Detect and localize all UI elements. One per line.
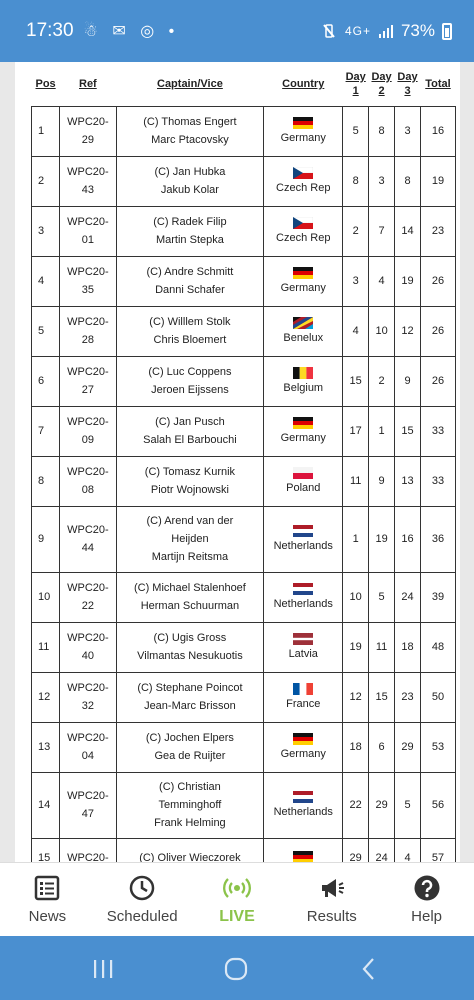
- captain-line: Herman Schuurman: [140, 600, 240, 612]
- cz-flag-icon: [293, 217, 313, 229]
- cell-ref: [60, 306, 116, 356]
- nl-flag-icon: [293, 525, 313, 537]
- captain-line: Chris Bloemert: [153, 334, 227, 346]
- cell-captain: [116, 622, 264, 672]
- nl-flag-icon: [293, 583, 313, 595]
- country-name: Germany: [280, 282, 326, 294]
- header-day2-word: Day: [371, 70, 392, 83]
- cell-country: [264, 356, 343, 406]
- ref-prefix: WPC20-: [67, 852, 109, 862]
- captain-line: (C) Michael Stalenhoef: [133, 582, 246, 594]
- country-name: Germany: [280, 132, 326, 144]
- cell-day2: 8: [369, 106, 395, 156]
- cell-pos: 12: [32, 672, 60, 722]
- captain-line: Vilmantas Nesukuotis: [137, 650, 243, 662]
- captain-line: (C) Tomasz Kurnik: [144, 466, 236, 478]
- cell-total: 33: [420, 456, 455, 506]
- signal-icon: [378, 23, 394, 39]
- country-name: Belgium: [283, 382, 324, 394]
- cell-day3: 15: [395, 406, 421, 456]
- nav-help[interactable]: [379, 863, 474, 936]
- country-name: Netherlands: [273, 806, 333, 818]
- cell-ref: [60, 622, 116, 672]
- status-bar: [0, 0, 474, 62]
- country-name: France: [286, 698, 321, 710]
- captain-line: Danni Schafer: [155, 284, 225, 296]
- cell-pos: 4: [32, 256, 60, 306]
- web-content[interactable]: [0, 62, 474, 862]
- cell-ref: [60, 838, 116, 862]
- cell-country: [264, 506, 343, 572]
- captain-line: (C) Oliver Wieczorek: [139, 852, 241, 862]
- recent-apps-icon[interactable]: [90, 956, 116, 982]
- ref-prefix: WPC20-: [67, 266, 109, 278]
- cell-day2: 15: [369, 672, 395, 722]
- captain-line: (C) Radek Filip: [153, 216, 227, 228]
- cell-country: [264, 406, 343, 456]
- cell-day1: 10: [343, 572, 369, 622]
- captain-line: Jeroen Eijssens: [151, 384, 229, 396]
- captain-line: (C) Luc Coppens: [148, 366, 232, 378]
- captain-line: (C) Arend van der: [146, 515, 234, 527]
- ref-prefix: WPC20-: [67, 632, 109, 644]
- system-nav-bar: [0, 936, 474, 1000]
- ref-number: 04: [81, 750, 94, 762]
- header-total[interactable]: Total: [425, 77, 451, 90]
- table-header-row: [32, 62, 456, 106]
- cell-total: 16: [420, 106, 455, 156]
- cell-day1: 19: [343, 622, 369, 672]
- mute-vibrate-icon: [320, 22, 338, 40]
- cell-day2: 7: [369, 206, 395, 256]
- captain-line: (C) Thomas Engert: [143, 116, 237, 128]
- de-flag-icon: [293, 417, 313, 429]
- benelux-flag-icon: [293, 317, 313, 329]
- cell-ref: [60, 356, 116, 406]
- captain-line: Frank Helming: [154, 817, 226, 829]
- de-flag-icon: [293, 851, 313, 862]
- captain-line: Marc Ptacovsky: [151, 134, 229, 146]
- captain-line: (C) Stephane Poincot: [137, 682, 243, 694]
- battery-icon: [442, 23, 452, 40]
- nav-help-label: Help: [411, 908, 443, 925]
- nav-scheduled-label: Scheduled: [106, 908, 178, 925]
- cell-pos: 14: [32, 772, 60, 838]
- cell-day3: 23: [395, 672, 421, 722]
- table-row[interactable]: [32, 456, 456, 506]
- cell-total: 48: [420, 622, 455, 672]
- cell-country: [264, 306, 343, 356]
- cell-day3: 3: [395, 106, 421, 156]
- pl-flag-icon: [293, 467, 313, 479]
- table-row[interactable]: [32, 306, 456, 356]
- cell-pos: 11: [32, 622, 60, 672]
- cell-day1: 18: [343, 722, 369, 772]
- cell-day1: 5: [343, 106, 369, 156]
- cell-total: 26: [420, 306, 455, 356]
- ref-number: 47: [81, 808, 94, 820]
- header-day2[interactable]: [369, 62, 395, 106]
- ref-number: 22: [81, 600, 94, 612]
- cell-captain: [116, 156, 264, 206]
- ref-number: 01: [81, 234, 94, 246]
- cz-flag-icon: [293, 167, 313, 179]
- cell-day1: 22: [343, 772, 369, 838]
- header-captain[interactable]: Captain/Vice: [157, 77, 223, 90]
- cell-captain: [116, 722, 264, 772]
- table-row[interactable]: [32, 506, 456, 572]
- captain-line: (C) Jan Hubka: [154, 166, 226, 178]
- cell-captain: [116, 106, 264, 156]
- nav-results[interactable]: [284, 863, 379, 936]
- header-country[interactable]: Country: [282, 77, 325, 90]
- cell-day3: 13: [395, 456, 421, 506]
- lv-flag-icon: [293, 633, 313, 645]
- ref-number: 40: [81, 650, 94, 662]
- captain-line: Temminghoff: [158, 799, 222, 811]
- captain-line: (C) Andre Schmitt: [146, 266, 234, 278]
- captain-line: (C) Jan Pusch: [155, 416, 225, 428]
- cell-ref: [60, 722, 116, 772]
- cell-pos: 15: [32, 838, 60, 862]
- cell-day3: 18: [395, 622, 421, 672]
- ref-number: 43: [81, 184, 94, 196]
- nav-results-label: Results: [306, 908, 357, 925]
- captain-line: Martin Stepka: [155, 234, 224, 246]
- header-ref[interactable]: Ref: [79, 77, 97, 90]
- cell-ref: [60, 672, 116, 722]
- cell-day2: 11: [369, 622, 395, 672]
- cell-day1: 8: [343, 156, 369, 206]
- ref-number: 28: [81, 334, 94, 346]
- cell-pos: 2: [32, 156, 60, 206]
- cell-country: [264, 622, 343, 672]
- de-flag-icon: [293, 733, 313, 745]
- nav-news[interactable]: [0, 863, 95, 936]
- notification-icons: ☃ ✉ ◎ •: [83, 23, 180, 40]
- de-flag-icon: [293, 117, 313, 129]
- table-row[interactable]: [32, 106, 456, 156]
- cell-pos: 10: [32, 572, 60, 622]
- cell-day3: 16: [395, 506, 421, 572]
- cell-day1: 1: [343, 506, 369, 572]
- cell-total: 50: [420, 672, 455, 722]
- cell-total: 53: [420, 722, 455, 772]
- cell-country: [264, 156, 343, 206]
- ref-number: 32: [81, 700, 94, 712]
- cell-total: 56: [420, 772, 455, 838]
- fr-flag-icon: [293, 683, 313, 695]
- cell-captain: [116, 572, 264, 622]
- bottom-nav: [0, 862, 474, 936]
- cell-ref: [60, 772, 116, 838]
- captain-line: (C) Jochen Elpers: [145, 732, 234, 744]
- captain-line: Gea de Ruijter: [154, 750, 226, 762]
- country-name: Germany: [280, 748, 326, 760]
- nav-scheduled[interactable]: [95, 863, 190, 936]
- table-row[interactable]: [32, 256, 456, 306]
- cell-pos: 9: [32, 506, 60, 572]
- country-name: Czech Rep: [276, 232, 331, 244]
- ref-number: 08: [81, 484, 94, 496]
- country-name: Netherlands: [273, 540, 333, 552]
- header-day3[interactable]: [395, 62, 421, 106]
- standings-body: [32, 106, 456, 862]
- country-name: Poland: [286, 482, 321, 494]
- table-row[interactable]: [32, 572, 456, 622]
- cell-country: [264, 572, 343, 622]
- cell-total: 57: [420, 838, 455, 862]
- cell-total: 39: [420, 572, 455, 622]
- country-name: Czech Rep: [276, 182, 331, 194]
- ref-prefix: WPC20-: [67, 166, 109, 178]
- ref-prefix: WPC20-: [67, 732, 109, 744]
- cell-country: [264, 772, 343, 838]
- header-day1-num: 1: [352, 84, 359, 97]
- cell-total: 26: [420, 356, 455, 406]
- cell-ref: [60, 406, 116, 456]
- cell-ref: [60, 156, 116, 206]
- cell-captain: [116, 838, 264, 862]
- captain-line: Jean-Marc Brisson: [144, 700, 236, 712]
- ref-prefix: WPC20-: [67, 216, 109, 228]
- be-flag-icon: [293, 367, 313, 379]
- cell-country: [264, 256, 343, 306]
- broadcast-icon: [223, 874, 251, 902]
- ref-number: 27: [81, 384, 94, 396]
- nav-live-label: LIVE: [219, 908, 255, 925]
- cell-day1: 2: [343, 206, 369, 256]
- table-row[interactable]: [32, 838, 456, 862]
- country-name: Netherlands: [273, 598, 333, 610]
- ref-number: 44: [81, 542, 94, 554]
- cell-total: 26: [420, 256, 455, 306]
- captain-line: (C) Christian: [159, 781, 221, 793]
- cell-day2: 29: [369, 772, 395, 838]
- cell-captain: [116, 256, 264, 306]
- results-page: [15, 62, 460, 862]
- header-day3-word: Day: [397, 70, 418, 83]
- help-icon: [413, 874, 441, 902]
- cell-day3: 24: [395, 572, 421, 622]
- table-row[interactable]: [32, 622, 456, 672]
- cell-pos: 3: [32, 206, 60, 256]
- cell-captain: [116, 306, 264, 356]
- cell-day3: 14: [395, 206, 421, 256]
- cell-day1: 11: [343, 456, 369, 506]
- cell-day1: 15: [343, 356, 369, 406]
- cell-ref: [60, 256, 116, 306]
- cell-ref: [60, 506, 116, 572]
- ref-prefix: WPC20-: [67, 466, 109, 478]
- captain-line: Heijden: [171, 533, 209, 545]
- cell-day1: 17: [343, 406, 369, 456]
- cell-country: [264, 722, 343, 772]
- cell-captain: [116, 672, 264, 722]
- cell-pos: 6: [32, 356, 60, 406]
- header-pos[interactable]: Pos: [35, 77, 56, 90]
- nav-live[interactable]: [190, 863, 285, 936]
- table-row[interactable]: [32, 772, 456, 838]
- cell-pos: 1: [32, 106, 60, 156]
- table-row[interactable]: [32, 356, 456, 406]
- ref-number: 09: [81, 434, 94, 446]
- table-row[interactable]: [32, 206, 456, 256]
- cell-ref: [60, 206, 116, 256]
- header-day1-word: Day: [345, 70, 366, 83]
- battery-percent: 73%: [400, 21, 435, 40]
- clock-icon: [128, 874, 156, 902]
- ref-prefix: WPC20-: [67, 316, 109, 328]
- captain-line: Salah El Barbouchi: [143, 434, 237, 446]
- cell-day1: 3: [343, 256, 369, 306]
- cell-day2: 1: [369, 406, 395, 456]
- table-row[interactable]: [32, 406, 456, 456]
- ref-number: 29: [81, 134, 94, 146]
- cell-day2: 4: [369, 256, 395, 306]
- ref-prefix: WPC20-: [67, 582, 109, 594]
- ref-prefix: WPC20-: [67, 366, 109, 378]
- cell-day1: 12: [343, 672, 369, 722]
- country-name: Germany: [280, 432, 326, 444]
- ref-prefix: WPC20-: [67, 524, 109, 536]
- cell-captain: [116, 506, 264, 572]
- home-icon[interactable]: [223, 956, 249, 982]
- header-day3-num: 3: [404, 84, 411, 97]
- cell-country: [264, 672, 343, 722]
- cell-captain: [116, 406, 264, 456]
- cell-country: [264, 206, 343, 256]
- country-name: Benelux: [283, 332, 324, 344]
- cell-pos: 5: [32, 306, 60, 356]
- cell-day2: 19: [369, 506, 395, 572]
- cell-captain: [116, 206, 264, 256]
- cell-pos: 7: [32, 406, 60, 456]
- captain-line: Piotr Wojnowski: [150, 484, 229, 496]
- cell-day1: 29: [343, 838, 369, 862]
- cell-day3: 19: [395, 256, 421, 306]
- ref-number: 35: [81, 284, 94, 296]
- cell-country: [264, 106, 343, 156]
- table-row[interactable]: [32, 722, 456, 772]
- cell-captain: [116, 356, 264, 406]
- cell-total: 33: [420, 406, 455, 456]
- back-icon[interactable]: [356, 956, 382, 982]
- header-day2-num: 2: [378, 84, 385, 97]
- cell-pos: 13: [32, 722, 60, 772]
- cell-country: [264, 456, 343, 506]
- status-time: 17:30: [26, 20, 74, 41]
- ref-prefix: WPC20-: [67, 790, 109, 802]
- de-flag-icon: [293, 267, 313, 279]
- standings-table: [31, 62, 456, 862]
- ref-prefix: WPC20-: [67, 116, 109, 128]
- cell-ref: [60, 106, 116, 156]
- nav-news-label: News: [28, 908, 67, 925]
- cell-day2: 5: [369, 572, 395, 622]
- cell-captain: [116, 772, 264, 838]
- country-name: Latvia: [288, 648, 318, 660]
- megaphone-icon: [318, 874, 346, 902]
- cell-day2: 10: [369, 306, 395, 356]
- cell-day3: 29: [395, 722, 421, 772]
- captain-line: Martijn Reitsma: [151, 551, 229, 563]
- header-day1[interactable]: [343, 62, 369, 106]
- cell-day2: 9: [369, 456, 395, 506]
- cell-ref: [60, 572, 116, 622]
- cell-captain: [116, 456, 264, 506]
- network-type: 4G+: [344, 24, 371, 38]
- cell-day2: 6: [369, 722, 395, 772]
- cell-day3: 9: [395, 356, 421, 406]
- table-row[interactable]: [32, 156, 456, 206]
- cell-ref: [60, 456, 116, 506]
- cell-total: 19: [420, 156, 455, 206]
- cell-day3: 8: [395, 156, 421, 206]
- captain-line: (C) Ugis Gross: [153, 632, 227, 644]
- cell-day2: 24: [369, 838, 395, 862]
- table-row[interactable]: [32, 672, 456, 722]
- cell-country: [264, 838, 343, 862]
- news-icon: [33, 874, 61, 902]
- ref-prefix: WPC20-: [67, 416, 109, 428]
- cell-day3: 5: [395, 772, 421, 838]
- status-right: [320, 21, 452, 41]
- cell-day3: 4: [395, 838, 421, 862]
- cell-total: 36: [420, 506, 455, 572]
- captain-line: (C) Willlem Stolk: [149, 316, 231, 328]
- cell-day3: 12: [395, 306, 421, 356]
- cell-total: 23: [420, 206, 455, 256]
- cell-day1: 4: [343, 306, 369, 356]
- ref-prefix: WPC20-: [67, 682, 109, 694]
- cell-day2: 2: [369, 356, 395, 406]
- cell-pos: 8: [32, 456, 60, 506]
- nl-flag-icon: [293, 791, 313, 803]
- cell-day2: 3: [369, 156, 395, 206]
- captain-line: Jakub Kolar: [160, 184, 219, 196]
